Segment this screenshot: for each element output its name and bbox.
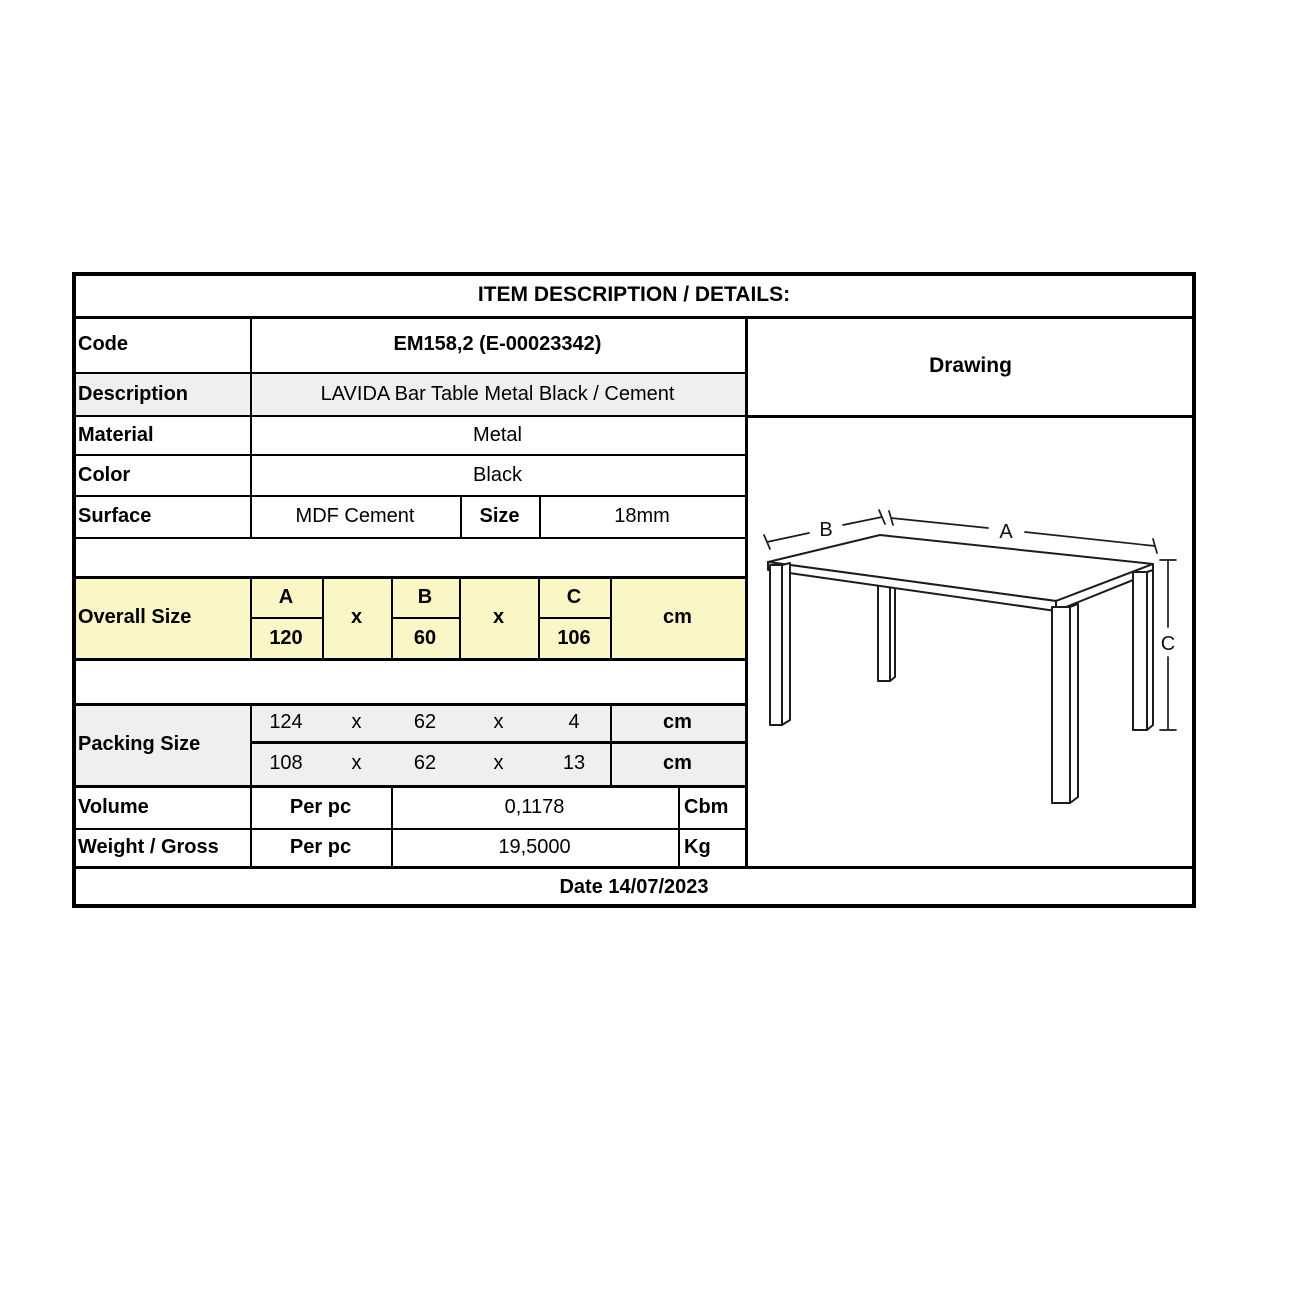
overall-size-unit: cm <box>663 606 692 628</box>
sheet-title: ITEM DESCRIPTION / DETAILS: <box>477 282 791 306</box>
packing-row2-d2: 62 <box>413 752 437 774</box>
code-label: Code <box>78 333 128 355</box>
overall-size-c-value: 106 <box>557 626 591 649</box>
overall-size-b-name: B <box>417 585 433 608</box>
packing-row2-d1: 108 <box>269 752 303 774</box>
grid-line <box>745 415 1196 418</box>
weight-label: Weight / Gross <box>78 836 219 858</box>
code-value: EM158,2 (E-00023342) <box>393 333 602 355</box>
packing-size-label: Packing Size <box>78 733 201 755</box>
color-value: Black <box>473 463 522 486</box>
table-back-leg <box>878 581 890 681</box>
overall-size-a-name: A <box>278 585 294 608</box>
packing-row1-x1: x <box>351 711 362 733</box>
packing-row1-d2: 62 <box>413 711 437 733</box>
weight-value: 19,5000 <box>498 836 571 858</box>
table-left-leg <box>770 565 782 725</box>
table-technical-drawing <box>745 415 1196 866</box>
table-right-leg <box>1133 572 1147 730</box>
weight-per: Per pc <box>289 836 352 858</box>
dimension-label-a: A <box>999 521 1013 543</box>
description-value: LAVIDA Bar Table Metal Black / Cement <box>320 382 675 405</box>
dimension-label-b: B <box>819 519 833 541</box>
surface-size-label: Size <box>479 505 520 527</box>
packing-row1-unit: cm <box>663 711 692 733</box>
material-label: Material <box>78 423 154 446</box>
overall-size-label: Overall Size <box>78 606 192 628</box>
overall-size-x1: x <box>350 606 363 628</box>
dimension-label-c: C <box>1160 633 1176 655</box>
surface-size-value: 18mm <box>614 505 670 527</box>
overall-size-c-name: C <box>566 585 582 608</box>
volume-value: 0,1178 <box>504 795 565 818</box>
overall-size-b-value: 60 <box>413 626 437 649</box>
packing-row2-unit: cm <box>663 752 692 774</box>
color-label: Color <box>78 463 131 486</box>
material-value: Metal <box>473 423 522 446</box>
volume-label: Volume <box>78 795 149 818</box>
description-label: Description <box>78 382 189 405</box>
item-description-sheet <box>72 272 1196 908</box>
grid-line <box>72 658 745 661</box>
weight-unit: Kg <box>684 836 711 858</box>
table-front-leg <box>1052 607 1070 803</box>
packing-row2-x2: x <box>493 752 504 774</box>
grid-line <box>72 537 745 539</box>
volume-unit: Cbm <box>684 795 729 818</box>
dimension-lines <box>764 510 1176 730</box>
surface-label: Surface <box>78 505 152 527</box>
packing-row2-d3: 13 <box>562 752 586 774</box>
volume-per: Per pc <box>289 795 352 818</box>
packing-row1-d3: 4 <box>568 711 580 733</box>
packing-row1-d1: 124 <box>269 711 303 733</box>
packing-row2-x1: x <box>351 752 362 774</box>
packing-row1-x2: x <box>493 711 504 733</box>
overall-size-a-value: 120 <box>269 626 303 649</box>
drawing-header: Drawing <box>929 354 1012 377</box>
date-stamp: Date 14/07/2023 <box>559 876 709 898</box>
surface-value: MDF Cement <box>295 505 415 527</box>
overall-size-x2: x <box>492 606 505 628</box>
